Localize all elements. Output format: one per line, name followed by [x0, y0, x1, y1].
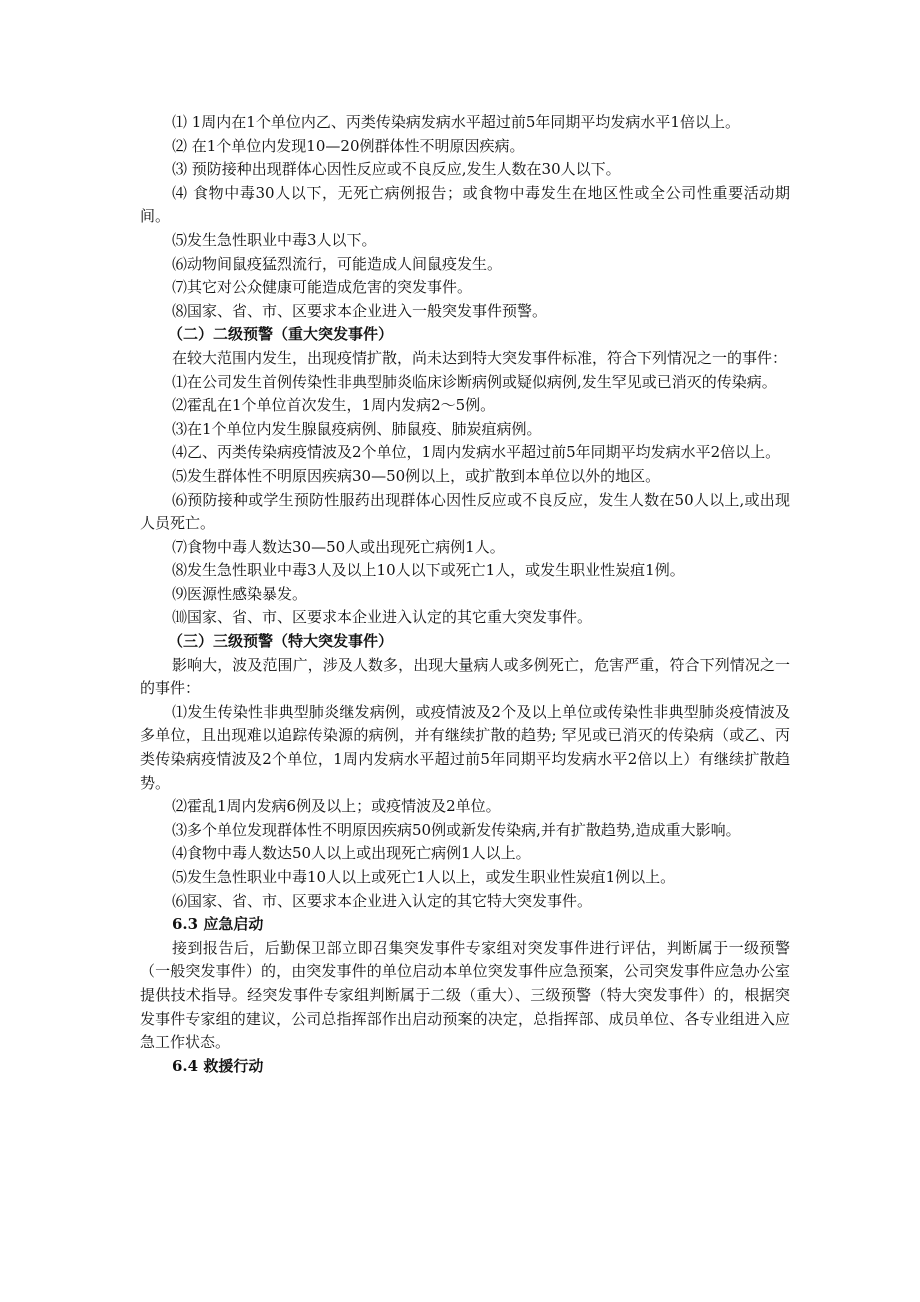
list-item: ⑶多个单位发现群体性不明原因疾病50例或新发传染病,并有扩散趋势,造成重大影响。 [172, 820, 741, 839]
list-item: ⑶在1个单位内发生腺鼠疫病例、肺鼠疫、肺炭疽病例。 [172, 419, 542, 438]
section-heading: （二）二级预警（重大突发事件） [168, 325, 394, 344]
list-item: ⑸发生急性职业中毒3人以下。 [172, 230, 377, 249]
section-level-three-warning [140, 630, 790, 913]
list-item: ⑴ 1周内在1个单位内乙、丙类传染病发病水平超过前5年同期平均发病水平1倍以上。 [172, 113, 740, 131]
section-intro: 影响大，波及范围广，涉及人数多，出现大量病人或多例死亡，危害严重，符合下列情况之一的事件： [140, 655, 790, 698]
list-item: ⑺其它对公众健康可能造成危害的突发事件。 [172, 278, 473, 297]
list-item: ⑸发生急性职业中毒10人以上或死亡1人以上，或发生职业性炭疽1例以上。 [172, 868, 676, 886]
list-item: ⑽国家、省、市、区要求本企业进入认定的其它重大突发事件。 [172, 608, 593, 627]
section-general-warning [140, 111, 790, 323]
list-item: ⑻发生急性职业中毒3人及以上10人以下或死亡1人，或发生职业性炭疽1例。 [172, 561, 685, 580]
list-item: ⑸发生群体性不明原因疾病30—50例以上，或扩散到本单位以外的地区。 [172, 466, 661, 485]
section-rescue-action [140, 1055, 790, 1079]
list-item: ⑵霍乱在1个单位首次发生，1周内发病2～5例。 [172, 396, 496, 415]
section-level-two-warning [140, 323, 790, 630]
section-heading: （三）三级预警（特大突发事件） [168, 632, 394, 651]
list-item: ⑷食物中毒人数达50人以上或出现死亡病例1人以上。 [172, 844, 531, 863]
list-item: ⑴发生传染性非典型肺炎继发病例，或疫情波及2个及以上单位或传染性非典型肺炎疫情波及多单位，且出现难以追踪传染源的病例，并有继续扩散的趋势; 罕见或已消灭的传染病（或乙、丙类传染病疫情波及2个单位，1周内发病水平超过前5年同期平均发病水平2倍以上）有继续扩散趋势。 [140, 702, 790, 792]
list-item: ⑹动物间鼠疫猛烈流行，可能造成人间鼠疫发生。 [172, 254, 503, 273]
list-item: ⑼医源性感染暴发。 [172, 584, 308, 603]
section-heading: 6.4 救援行动 [172, 1056, 264, 1075]
section-intro: 在较大范围内发生，出现疫情扩散，尚未达到特大突发事件标准，符合下列情况之一的事件： [172, 348, 788, 367]
section-heading: 6.3 应急启动 [172, 915, 264, 934]
list-item: ⑷ 食物中毒30人以下，无死亡病例报告；或食物中毒发生在地区性或全公司性重要活动期间。 [140, 183, 790, 226]
list-item: ⑹预防接种或学生预防性服药出现群体心因性反应或不良反应，发生人数在50人以上,或出现人员死亡。 [140, 490, 790, 533]
list-item: ⑷乙、丙类传染病疫情波及2个单位，1周内发病水平超过前5年同期平均发病水平2倍以上。 [172, 443, 781, 462]
list-item: ⑹国家、省、市、区要求本企业进入认定的其它特大突发事件。 [172, 891, 593, 910]
list-item: ⑶ 预防接种出现群体心因性反应或不良反应,发生人数在30人以下。 [172, 160, 621, 179]
list-item: ⑴在公司发生首例传染性非典型肺炎临床诊断病例或疑似病例,发生罕见或已消灭的传染病。 [172, 372, 777, 391]
list-item: ⑻国家、省、市、区要求本企业进入一般突发事件预警。 [172, 301, 548, 320]
section-body: 接到报告后，后勤保卫部立即召集突发事件专家组对突发事件进行评估，判断属于一级预警（一般突发事件）的，由突发事件的单位启动本单位突发事件应急预案，公司突发事件应急办公室提供技术指导。经突发事件专家组判断属于二级（重大）、三级预警（特大突发事件）的，根据突发事件专家组的建议，公司总指挥部作出启动预案的决定，总指挥部、成员单位、各专业组进入应急工作状态。 [140, 938, 790, 1052]
list-item: ⑵霍乱1周内发病6例及以上；或疫情波及2单位。 [172, 797, 501, 816]
section-emergency-start [140, 913, 790, 1055]
list-item: ⑵ 在1个单位内发现10—20例群体性不明原因疾病。 [172, 136, 525, 155]
list-item: ⑺食物中毒人数达30—50人或出现死亡病例1人。 [172, 537, 505, 556]
